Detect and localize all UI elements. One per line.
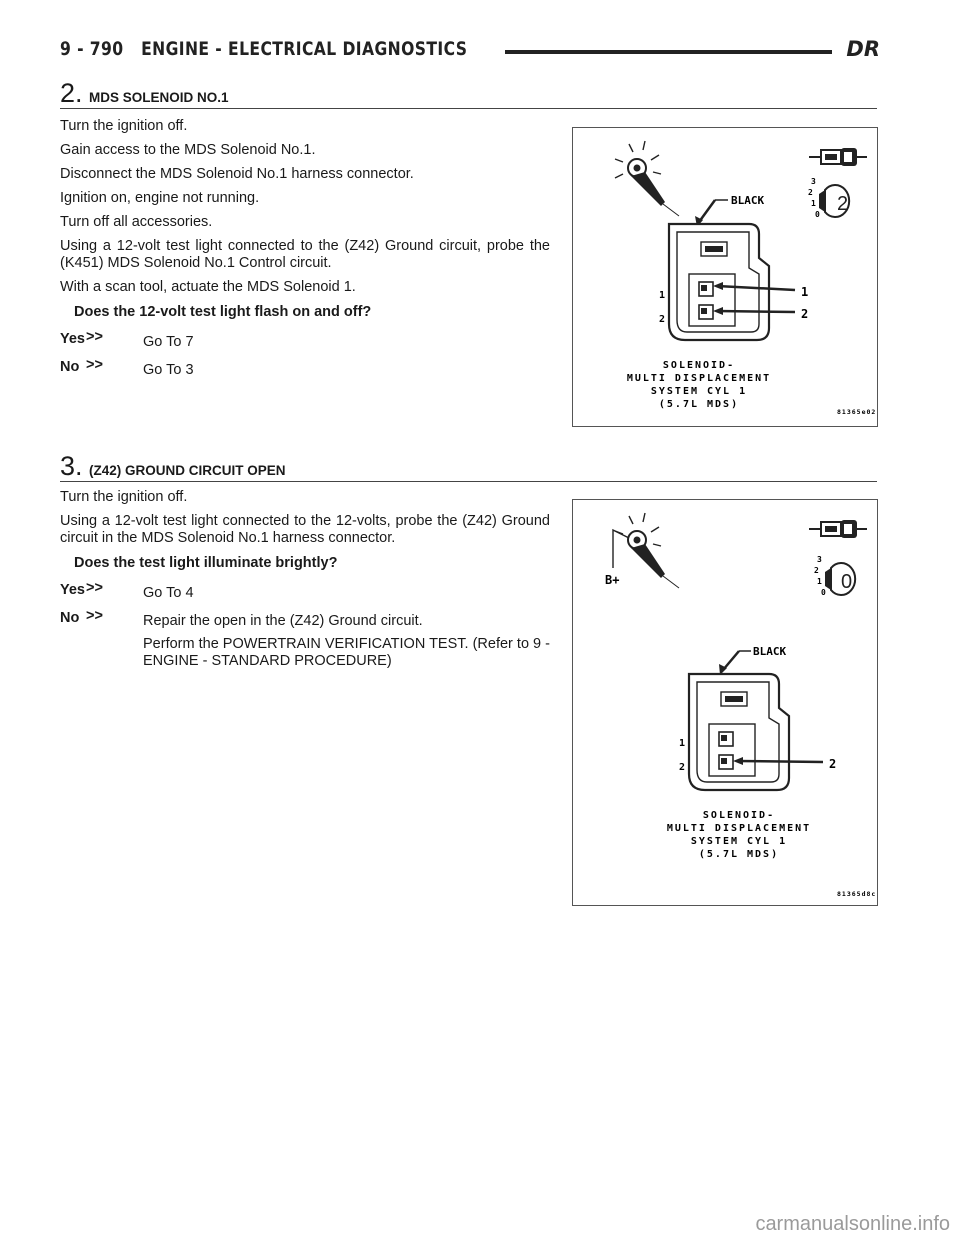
key-scale-label: 0 [815,210,820,219]
answer-arrow: >> [86,608,103,624]
caption-line: SYSTEM CYL 1 [650,386,748,397]
answer-action: Perform the POWERTRAIN VERIFICATION TEST. (Refer to 9 - ENGINE - STANDARD PROCEDURE) [143,636,550,669]
page-section-title [60,38,467,60]
figure-caption [627,360,771,410]
instruction: Turn off all accessories. [60,214,213,230]
section-name: ENGINE - ELECTRICAL DIAGNOSTICS [141,38,468,60]
pin-label: 1 [679,738,686,749]
answer-yes [60,582,550,602]
instruction: Gain access to the MDS Solenoid No.1. [60,142,316,158]
callout-number: 2 [801,307,809,321]
answer-no [60,359,550,379]
answer-action: Go To 3 [143,362,194,378]
figure-id: 81365d8c [837,890,877,898]
key-scale-label: 0 [821,588,826,597]
step-title: (Z42) GROUND CIRCUIT OPEN [89,463,286,478]
diagnostic-question: Does the 12-volt test light flash on and off? [74,304,372,320]
callout-number: 2 [829,757,837,771]
key-scale-label: 2 [814,566,819,575]
wire-color-label: BLACK [753,645,787,658]
caption-line: SOLENOID- [662,360,736,371]
caption-line: SYSTEM CYL 1 [690,836,788,847]
callout-arrow-2 [717,311,795,312]
answer-label: Yes [60,582,85,598]
step-title: MDS SOLENOID NO.1 [89,90,229,105]
connector-diagram [573,500,877,905]
page-header [60,38,880,68]
connector-symbol-icon [809,520,867,538]
instruction: Ignition on, engine not running. [60,190,260,206]
probe-label: B+ [605,573,620,587]
pointer-arrow [699,200,715,222]
pin-label: 1 [659,290,666,301]
model-code: DR [846,37,880,61]
test-light-icon [615,141,679,216]
header-rule [505,50,832,54]
watermark: carmanualsonline.info [755,1213,950,1235]
ignition-key-icon [808,177,849,219]
caption-line: (5.7L MDS) [698,849,780,860]
connector-symbol-icon [809,148,867,166]
key-position: 0 [841,571,853,593]
answer-arrow: >> [86,357,103,373]
key-scale-label: 3 [811,177,816,186]
figure-id: 81365e02 [837,408,877,416]
callout-number: 1 [801,285,809,299]
instruction: Disconnect the MDS Solenoid No.1 harness connector. [60,166,414,182]
caption-line: MULTI DISPLACEMENT [626,373,772,384]
key-scale-label: 1 [817,577,822,586]
caption-line: (5.7L MDS) [658,399,740,410]
key-position: 2 [837,193,849,215]
callout-arrow-2 [737,761,823,762]
instruction: Using a 12-volt test light connected to the 12-volts, probe the (Z42) Ground circuit in the MDS Solenoid No.1 harness connector. [60,513,550,546]
answer-label: Yes [60,331,85,347]
answer-label: No [60,610,80,626]
answer-arrow: >> [86,329,103,345]
caption-line: SOLENOID- [702,810,776,821]
wire-color-label: BLACK [731,194,765,207]
connector-figure-2 [572,499,878,906]
answer-arrow: >> [86,580,103,596]
key-scale-label: 2 [808,188,813,197]
instruction: Using a 12-volt test light connected to the (Z42) Ground circuit, probe the (K451) MDS Solenoid No.1 Control circuit. [60,238,550,271]
page-number: 9 - 790 [60,38,124,60]
step-2-heading [60,80,877,109]
answer-no [60,610,550,670]
figure-caption [667,810,811,860]
connector-body [669,224,769,340]
instruction: Turn the ignition off. [60,489,188,505]
pin-label: 2 [679,762,686,773]
answer-label: No [60,359,80,375]
test-light-icon [613,513,679,588]
answer-yes [60,331,550,351]
answer-action: Repair the open in the (Z42) Ground circuit. [143,613,423,629]
step-number: 2. [60,78,83,108]
key-scale-label: 3 [817,555,822,564]
answer-action: Go To 4 [143,585,194,601]
instruction: With a scan tool, actuate the MDS Solenoid 1. [60,279,356,295]
step-2-body [60,118,550,387]
step-3-body [60,489,550,678]
pin-label: 2 [659,314,666,325]
connector-figure-1 [572,127,878,427]
instruction: Turn the ignition off. [60,118,188,134]
pointer-arrow [723,651,739,670]
step-number: 3. [60,451,83,481]
step-3-heading [60,453,877,482]
answer-action: Go To 7 [143,334,194,350]
diagnostic-question: Does the test light illuminate brightly? [74,555,338,571]
caption-line: MULTI DISPLACEMENT [666,823,812,834]
ignition-key-icon [814,555,855,597]
key-scale-label: 1 [811,199,816,208]
connector-diagram [573,128,877,426]
connector-body [689,674,789,790]
